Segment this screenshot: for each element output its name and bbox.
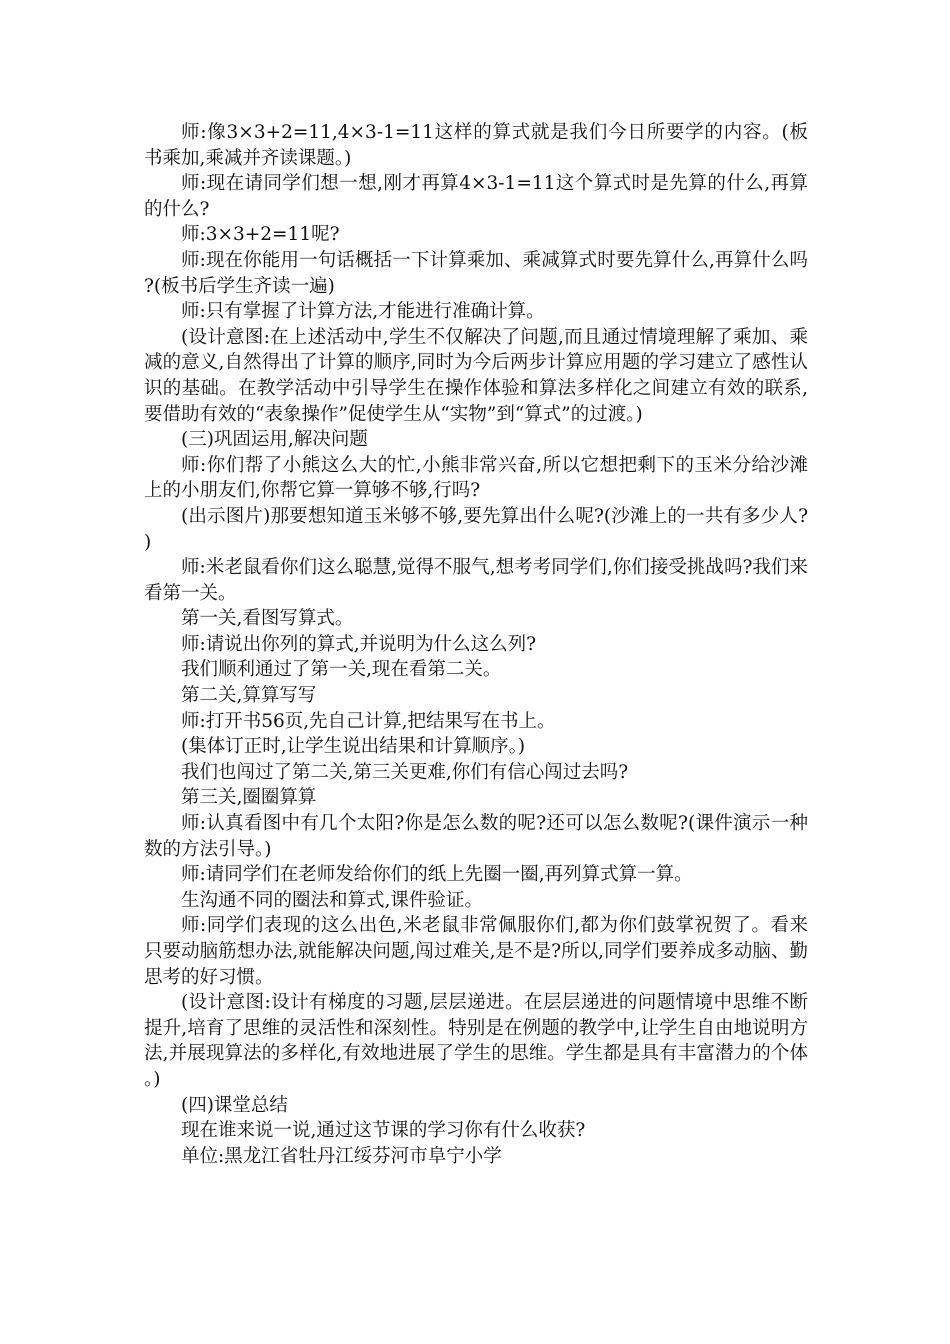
paragraph-level-3-circle: 师:请同学们在老师发给你们的纸上先圈一圈,再列算式算一算。 (181, 864, 693, 886)
paragraph-bear-corn: 师:你们帮了小熊这么大的忙,小熊非常兴奋,所以它想把剩下的玉米分给沙滩上的小朋友们,你帮它算一算够不够,行吗? (144, 454, 808, 502)
paragraph-affiliation: 单位:黑龙江省牡丹江绥芬河市阜宁小学 (181, 1145, 502, 1167)
paragraph-level-2-correct: (集体订正时,让学生说出结果和计算顺序。) (181, 736, 526, 758)
paragraph-level-2-passed: 我们也闯过了第二关,第三关更难,你们有信心闯过去吗? (181, 761, 629, 783)
paragraph-level-3: 第三关,圈圈算算 (181, 787, 317, 809)
paragraph-design-intent-2: (设计意图:设计有梯度的习题,层层递进。在层层递进的问题情境中思维不断提升,培育了思维的灵活性和深刻性。特别是在例题的教学中,让学生自由地说明方法,并展现算法的多样化,有效地进展了学生的思维。学生都是具有丰富潜力的个体。) (144, 992, 808, 1090)
paragraph-level-2: 第二关,算算写写 (181, 685, 317, 707)
paragraph-summary-rule: 师:现在你能用一句话概括一下计算乘加、乘减算式时要先算什么,再算什么吗?(板书后学生齐读一遍) (144, 249, 808, 297)
paragraph-level-3-suns: 师:认真看图中有几个太阳?你是怎么数的呢?还可以怎么数呢?(课件演示一种数的方法引导。) (144, 813, 808, 860)
paragraph-show-picture: (出示图片)那要想知道玉米够不够,要先算出什么呢?(沙滩上的一共有多少人?) (144, 505, 808, 553)
paragraph-question-second: 师:3×3+2=11呢? (181, 224, 340, 246)
paragraph-level-1-explain: 师:请说出你列的算式,并说明为什么这么列? (181, 633, 537, 655)
paragraph-summary-question: 现在谁来说一说,通过这节课的学习你有什么收获? (181, 1120, 586, 1142)
paragraph-question-order: 师:现在请同学们想一想,刚才再算4×3-1=11这个算式时是先算的什么,再算的什么? (144, 173, 808, 220)
paragraph-mickey-challenge: 师:米老鼠看你们这么聪慧,觉得不服气,想考考同学们,你们接受挑战吗?我们来看第一关。 (144, 557, 808, 604)
paragraph-level-3-verify: 生沟通不同的圈法和算式,课件验证。 (181, 889, 483, 911)
paragraph-intro-formula: 师:像3×3+2=11,4×3-1=11这样的算式就是我们今日所要学的内容。(板书乘加,乘减并齐读课题。) (144, 122, 808, 169)
document-page (144, 120, 808, 1169)
paragraph-method-note: 师:只有掌握了计算方法,才能进行准确计算。 (181, 301, 545, 323)
paragraph-level-1: 第一关,看图写算式。 (181, 608, 354, 630)
paragraph-design-intent-1: (设计意图:在上述活动中,学生不仅解决了问题,而且通过情境理解了乘加、乘减的意义,自然得出了计算的顺序,同时为今后两步计算应用题的学习建立了感性认识的基础。在教学活动中引导学生在操作体验和算法多样化之间建立有效的联系,要借助有效的“表象操作”促使学生从“实物”到“算式”的过渡。) (144, 326, 808, 425)
section-heading-4: (四)课堂总结 (181, 1094, 288, 1116)
paragraph-level-1-passed: 我们顺利通过了第一关,现在看第二关。 (181, 659, 502, 681)
paragraph-level-2-book: 师:打开书56页,先自己计算,把结果写在书上。 (181, 710, 556, 732)
section-heading-3: (三)巩固运用,解决问题 (181, 429, 368, 451)
paragraph-praise: 师:同学们表现的这么出色,米老鼠非常佩服你们,都为你们鼓掌祝贺了。看来只要动脑筋想办法,就能解决问题,闯过难关,是不是?所以,同学们要养成多动脑、勤思考的好习惯。 (144, 915, 808, 988)
